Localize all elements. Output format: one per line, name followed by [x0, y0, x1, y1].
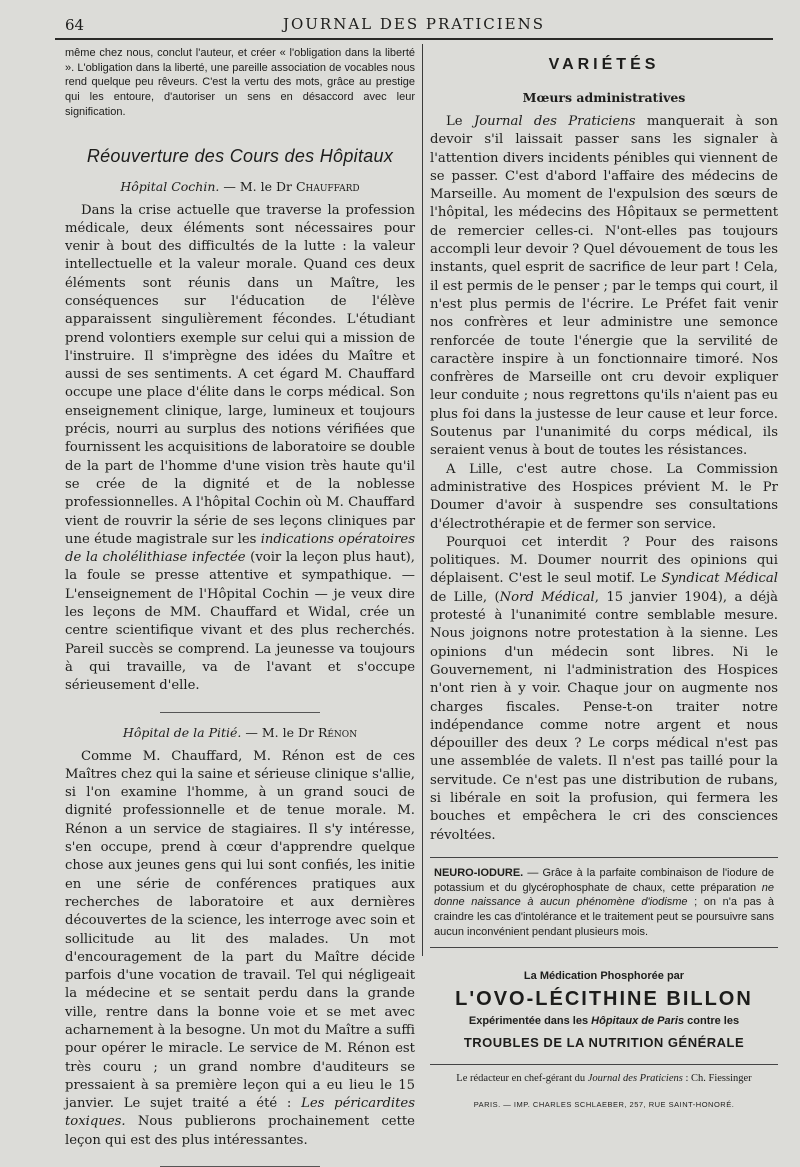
section-divider	[160, 712, 320, 713]
varietes-article: Le Journal des Praticiens manquerait à son devoir s'il laissait passer sans les signaler à l'attention divers incidents pénibles qui viennent de se passer. C'est d'abord l'affaire des médecins de Marseille. Au moment de l'expulsion des sœurs de l'hôpital, les médecins des Hôpitaux se permettent de remercier celles-ci. N'ont-elles pas toujours accompli leur devoir ? Quel dévouement de tous les instants, quel esprit de sacrifice de leur part ! Cela, il est permis de le penser ; par le temps qui court, il n'est plus permis de l'écrire. Le Préfet fait venir nos confrères et leur administre une semonce renforcée de toute l'énergie que la servilité de caractère inspire à un fonctionnaire timoré. Nos confrères de Marseille ont cru devoir expliquer leur conduite ; nous regrettons qu'ils n'aient pas eu plus foi dans la justesse de leur cause et leur force. Soutenus par l'unanimité du corps médical, ils seraient venus à bout de toutes les résistances. A Lille, c'est autre chose. La Commission administrative des Hospices prévient M. le Pr Doumer d'avoir à suspendre ses consultations d'électrothérapie et de fermer son service. Pourquoi cet interdit ? Pour des raisons politiques. M. Doumer nourrit des opinions qui déplaisent. C'est le seul motif. Le Syndicat Médical de Lille, (Nord Médical, 15 janvier 1904), a déjà protesté à l'unanimité contre semblable mesure. Nous joignons notre protestation à la sienne. Les opinions d'un médecin sont libres. Ni le Gouvernement, ni l'administration des Hospices n'ont rien à y voir. Chaque jour on augmente nos charges fiscales. Pense-t-on traiter notre indépendance comme notre argent et nous dépouiller des deux ? Le corps médical n'est pas une assemblée de valets. Il n'est pas taillé pour la servitude. Ce n'est pas une distribution de rubans, si libérale en soit la profusion, qui fermera les bouches et empêchera le cri des consciences révoltées.	[430, 114, 778, 843]
footer-rule	[430, 1064, 778, 1065]
editor-line: Le rédacteur en chef-gérant du Journal des Praticiens : Ch. Fiessinger	[456, 1073, 752, 1085]
intro-paragraph: même chez nous, conclut l'auteur, et créer « l'obligation dans la liberté ». L'obligation dans la liberté, une pareille association de vocables nous rend quelque peu rêveurs. C'est la vertu des mots, grâce au prestige qui les entoure, d'autoriser un sens en désaccord avec leur signification.	[65, 47, 415, 118]
varietes-title: VARIÉTÉS	[548, 56, 660, 73]
journal-title: JOURNAL DES PRATICIENS	[282, 15, 546, 33]
cochin-article: Dans la crise actuelle que traverse la profession médicale, deux éléments sont nécessaires pour venir à bout des difficultés de la lutte : la valeur intellectuelle et la valeur morale. Quand ces deux éléments sont réunis dans un Maître, les conséquences sur l'éducation de l'élève apparaissent singulièrement fécondes. L'étudiant prend volontiers exemple sur celui qui a mission de l'instruire. Il s'imprègne des idées du Maître et aussi de ses sentiments. A cet égard M. Chauffard occupe une place d'élite dans le corps médical. Son enseignement clinique, large, lumineux et toujours précis, nourri au surplus des notions vérifiées que fournissent les acquisitions de laboratoire se double de la part de l'homme d'une vision très haute qu'il se crée de la dignité et de la noblesse professionnelles. A l'hôpital Cochin où M. Chauffard vient de rouvrir la série de ses leçons cliniques par une étude magistrale sur les indications opératoires de la cholélithiase infectée (voir la leçon plus haut), la foule se presse attentive et sympathique. — L'enseignement de l'Hôpital Cochin — je veux dire les leçons de MM. Chauffard et Widal, crée un centre scientifique vivant et des plus recherchés. Pareil succès se comprend. La jeunesse va toujours à qui travaille, va de l'avant et s'occupe sérieusement d'elle.	[65, 202, 415, 694]
pitie-article: Comme M. Chauffard, M. Rénon est de ces Maîtres chez qui la saine et sérieuse clinique s'allie, si l'on examine l'homme, à un grand souci de dignité professionnelle et de tenue morale. M. Rénon a un service de stagiaires. Il s'y intéresse, s'en occupe, prend à cœur d'apprendre quelque chose aux jeunes gens qui lui sont confiés, les initie en une série de conférences pratiques aux recherches de laboratoire et aux dernières découvertes de la science, les interroge avec soin et sollicitude au lit des malades. Un mot d'encouragement de la part du Maître décide parfois d'une vocation de travail. Tel qui négligeait la médecine et se sentait perdu dans la grande ville, rentre dans la bonne voie et se met avec acharnement à la besogne. Un mot du Maître a suffi pour opérer le miracle. Le service de M. Rénon est très couru ; un grand nombre d'auditeurs se pressaient à sa première leçon qui a eu lieu le 15 janvier. Le sujet traité a été : Les péricardites toxiques. Nous publierons prochainement cette leçon qui est des plus intéressantes.	[65, 748, 416, 1148]
right-column	[430, 46, 778, 1109]
left-column	[65, 46, 415, 1167]
page-number: 64	[65, 16, 85, 34]
ovo-lecithine-advert: La Médication Phosphorée par L'OVO-LÉCITHINE BILLON Expérimentée dans les Hôpitaux de Paris contre les TROUBLES DE LA NUTRITION GÉNÉRALE	[430, 970, 778, 1050]
header-rule	[55, 38, 773, 40]
cochin-heading: Hôpital Cochin. — M. le Dr Chauffard	[120, 178, 360, 194]
printer-line: PARIS. — IMP. CHARLES SCHLAEBER, 257, RUE SAINT-HONORÉ.	[473, 1100, 735, 1110]
page-header	[55, 10, 773, 36]
column-separator	[422, 44, 423, 956]
pitie-heading: Hôpital de la Pitié. — M. le Dr Rénon	[122, 724, 358, 740]
varietes-subtitle: Mœurs administratives	[522, 90, 686, 105]
neuro-iodure-notice: NEURO-IODURE. — Grâce à la parfaite combinaison de l'iodure de potassium et du glycérophosphate de chaux, cette préparation ne donne naissance à aucun phénomène d'iodisme ; on n'a pas à craindre les cas d'intolérance et le traitement peut se poursuivre sans aucun inconvénient pendant plusieurs mois.	[430, 857, 778, 949]
ad-brand: L'OVO-LÉCITHINE BILLON	[455, 988, 753, 1011]
section-title: Réouverture des Cours des Hôpitaux	[86, 145, 394, 166]
